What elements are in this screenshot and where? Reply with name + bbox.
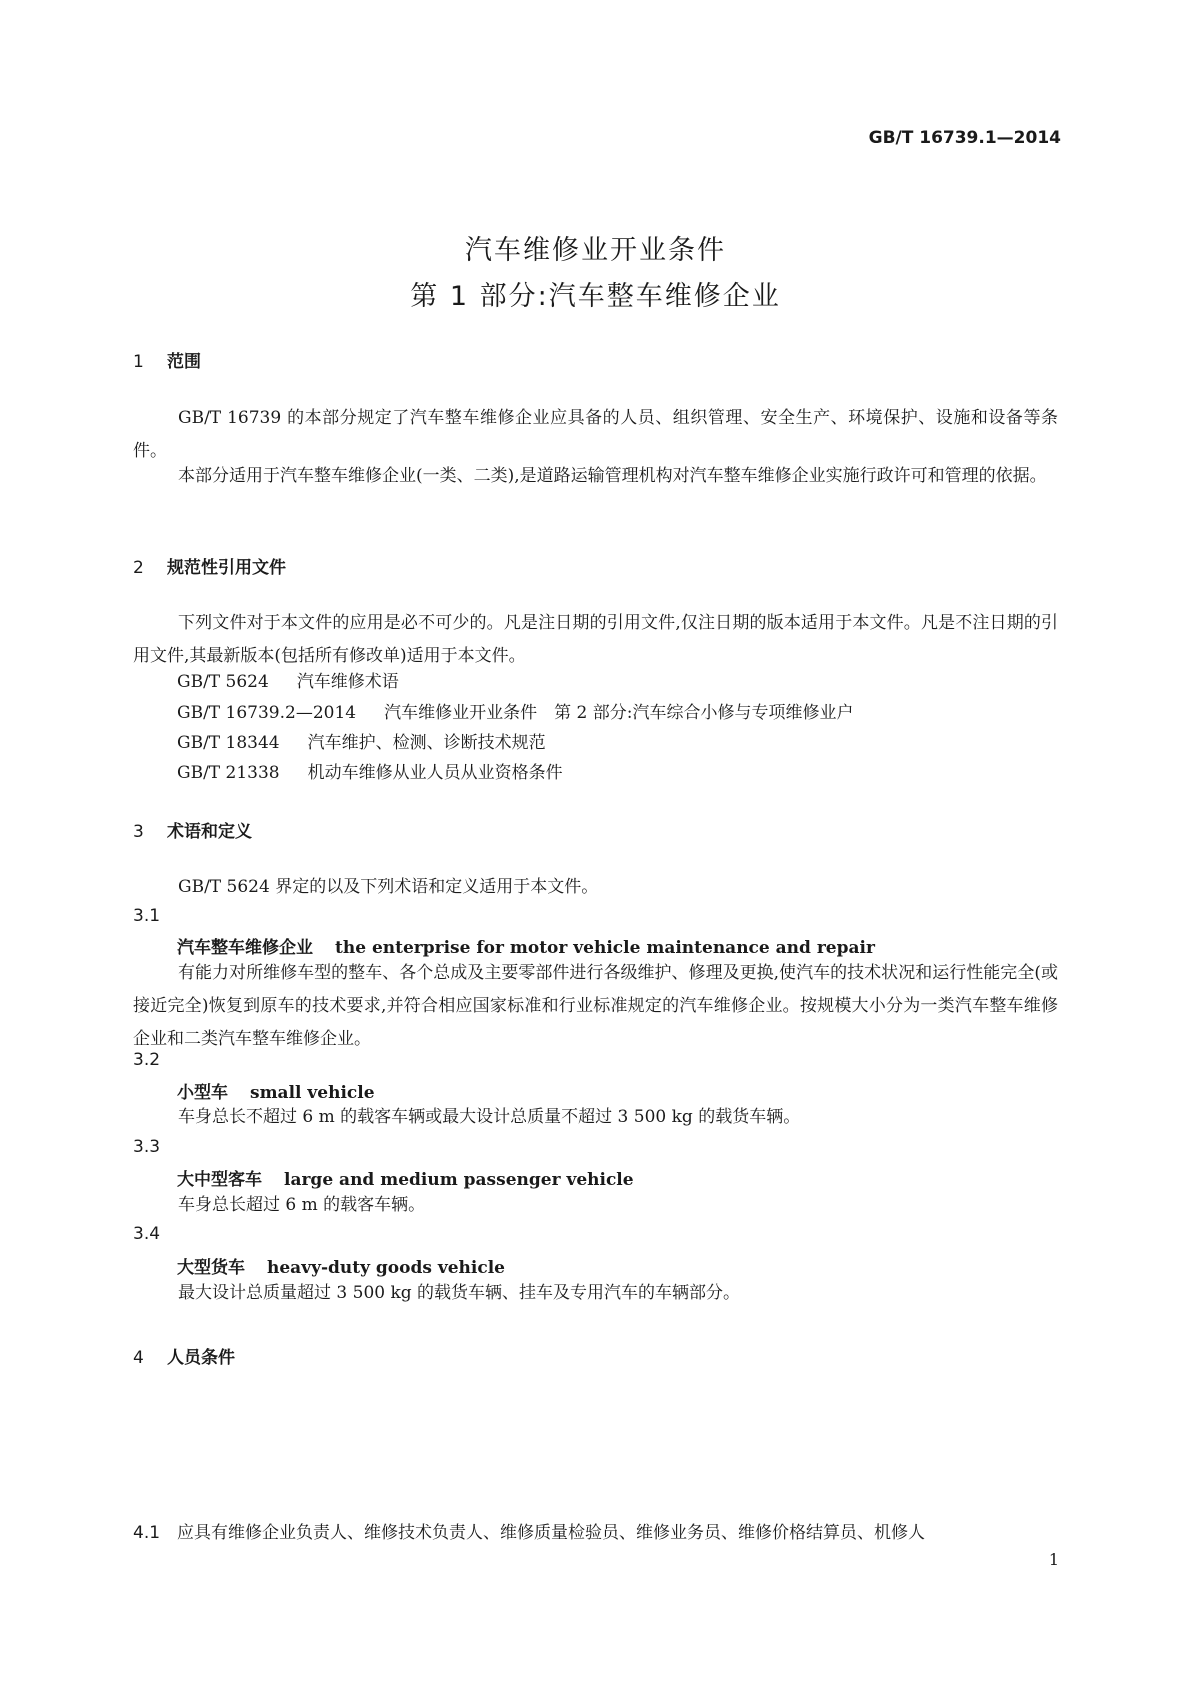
term-definition: 车身总长不超过 6 m 的载客车辆或最大设计总质量不超过 3 500 kg 的载货车辆。: [178, 1107, 801, 1127]
term-number: 3.3: [133, 1137, 161, 1157]
term-entry: [177, 1078, 375, 1103]
reference-title: 汽车维修术语: [296, 672, 399, 692]
section-title: 人员条件: [167, 1348, 235, 1368]
section-2-intro: 下列文件对于本文件的应用是必不可少的。凡是注日期的引用文件,仅注日期的版本适用于本文件。凡是不注日期的引用文件,其最新版本(包括所有修改单)适用于本文件。: [133, 613, 1058, 666]
term-number: 3.4: [133, 1224, 161, 1244]
normative-reference: [177, 758, 563, 783]
section-number: 3: [133, 822, 144, 842]
normative-reference: [177, 728, 546, 753]
term-chinese: 大中型客车: [177, 1170, 262, 1190]
term-definition: 车身总长超过 6 m 的载客车辆。: [178, 1195, 426, 1215]
term-number: 3.2: [133, 1050, 161, 1070]
clause-4-1: [133, 1518, 1058, 1543]
section-number: 4: [133, 1348, 144, 1368]
term-number: 3.1: [133, 906, 161, 926]
section-1-paragraph-2: 本部分适用于汽车整车维修企业(一类、二类),是道路运输管理机构对汽车整车维修企业实施行政许可和管理的依据。: [178, 466, 1047, 486]
normative-reference: [177, 698, 853, 723]
section-2-heading: [133, 553, 286, 578]
section-3-intro: GB/T 5624 界定的以及下列术语和定义适用于本文件。: [178, 877, 599, 897]
section-4-heading: [133, 1343, 235, 1368]
reference-title: 汽车维护、检测、诊断技术规范: [307, 733, 546, 753]
term-chinese: 汽车整车维修企业: [177, 938, 313, 958]
document-title-line1: 汽车维修业开业条件: [465, 235, 726, 266]
section-1-paragraph-1: GB/T 16739 的本部分规定了汽车整车维修企业应具备的人员、组织管理、安全生产、环境保护、设施和设备等条件。: [133, 408, 1058, 461]
clause-number: 4.1: [133, 1523, 161, 1543]
reference-code: GB/T 5624: [177, 672, 269, 692]
term-english: small vehicle: [250, 1083, 375, 1103]
clause-text: 应具有维修企业负责人、维修技术负责人、维修质量检验员、维修业务员、维修价格结算员、机修人: [177, 1523, 925, 1543]
document-title-line2: 第 1 部分:汽车整车维修企业: [410, 281, 781, 312]
standard-code: GB/T 16739.1—2014: [868, 128, 1061, 148]
section-3-heading: [133, 817, 252, 842]
reference-code: GB/T 16739.2—2014: [177, 703, 357, 723]
reference-code: GB/T 18344: [177, 733, 280, 753]
reference-title: 汽车维修业开业条件 第 2 部分:汽车综合小修与专项维修业户: [384, 703, 854, 723]
term-definition: 最大设计总质量超过 3 500 kg 的载货车辆、挂车及专用汽车的车辆部分。: [178, 1283, 741, 1303]
reference-code: GB/T 21338: [177, 763, 280, 783]
term-english: large and medium passenger vehicle: [284, 1170, 634, 1190]
page-number: 1: [1048, 1550, 1059, 1569]
section-1-heading: [133, 347, 201, 372]
section-title: 规范性引用文件: [167, 558, 286, 578]
section-title: 范围: [167, 352, 201, 372]
term-definition: 有能力对所维修车型的整车、各个总成及主要零部件进行各级维护、修理及更换,使汽车的技术状况和运行性能完全(或接近完全)恢复到原车的技术要求,并符合相应国家标准和行业标准规定的汽车维修企业。按规模大小分为一类汽车整车维修企业和二类汽车整车维修企业。: [133, 963, 1058, 1049]
reference-title: 机动车维修从业人员从业资格条件: [307, 763, 563, 783]
term-entry: [177, 1253, 505, 1278]
section-number: 1: [133, 352, 144, 372]
term-entry: [177, 933, 875, 958]
normative-reference: [177, 667, 399, 692]
term-chinese: 大型货车: [177, 1258, 245, 1278]
section-title: 术语和定义: [167, 822, 252, 842]
term-chinese: 小型车: [177, 1083, 228, 1103]
term-entry: [177, 1165, 634, 1190]
term-english: heavy-duty goods vehicle: [267, 1258, 505, 1278]
section-number: 2: [133, 558, 144, 578]
term-english: the enterprise for motor vehicle maintenance and repair: [335, 938, 875, 958]
